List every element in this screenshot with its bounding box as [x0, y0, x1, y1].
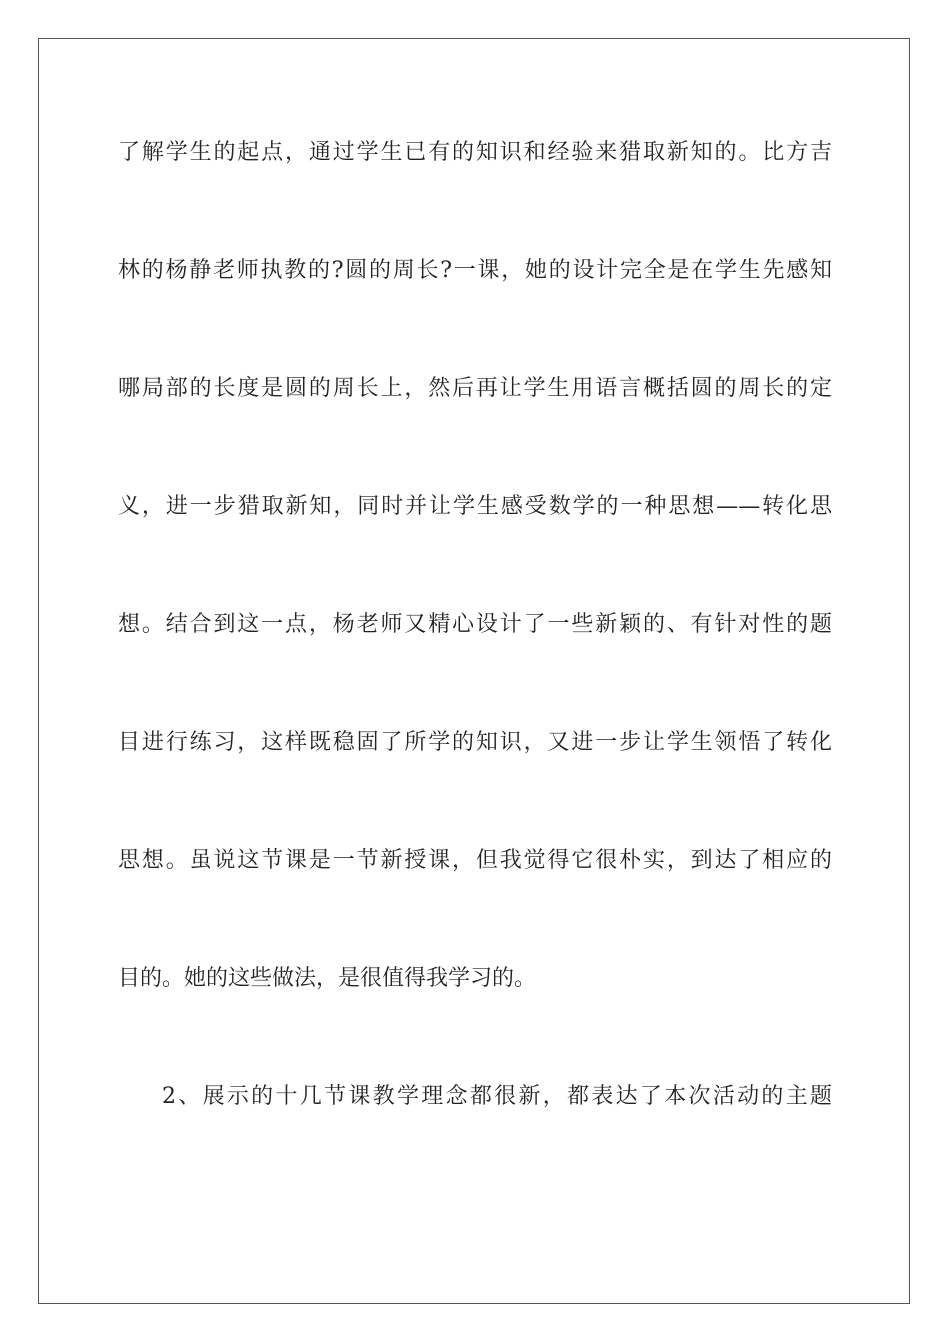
paragraph-line-5: 想。结合到这一点，杨老师又精心设计了一些新颖的、有针对性的题 — [118, 612, 832, 637]
paragraph-line-6: 目进行练习，这样既稳固了所学的知识，又进一步让学生领悟了转化 — [118, 730, 832, 755]
paragraph-line-4: 义，进一步猎取新知，同时并让学生感受数学的一种思想——转化思 — [118, 494, 832, 519]
paragraph-line-3: 哪局部的长度是圆的周长上，然后再让学生用语言概括圆的周长的定 — [118, 376, 832, 401]
paragraph-line-8: 目的。她的这些做法，是很值得我学习的。 — [118, 966, 537, 991]
page-border — [38, 38, 910, 1304]
paragraph-2-line-1: 2、展示的十几节课教学理念都很新，都表达了本次活动的主题 — [162, 1084, 832, 1109]
paragraph-line-2: 林的杨静老师执教的?圆的周长?一课，她的设计完全是在学生先感知 — [118, 258, 832, 283]
paragraph-line-7: 思想。虽说这节课是一节新授课，但我觉得它很朴实，到达了相应的 — [118, 848, 832, 873]
paragraph-line-1: 了解学生的起点，通过学生已有的知识和经验来猎取新知的。比方吉 — [118, 140, 832, 165]
